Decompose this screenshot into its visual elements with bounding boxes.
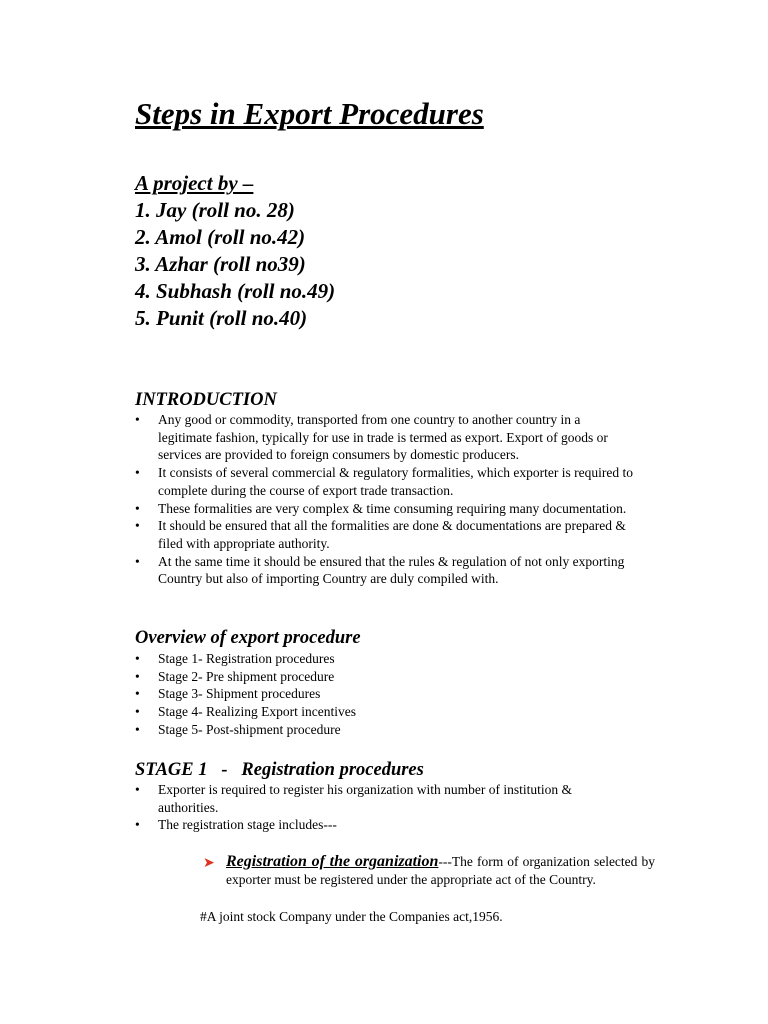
- registration-subitem-title: Registration of the organization: [226, 853, 439, 870]
- author-item: 3. Azhar (roll no39): [135, 252, 306, 276]
- stage1-heading: STAGE 1 - Registration procedures: [135, 760, 424, 780]
- registration-subitem: [203, 853, 655, 889]
- overview-item: • Stage 2- Pre shipment procedure: [135, 668, 635, 686]
- stage1-list: [135, 781, 635, 834]
- stage1-item: • The registration stage includes---: [135, 816, 635, 834]
- author-list: [135, 170, 335, 332]
- introduction-item: • These formalities are very complex & time consuming requiring many documentation.: [135, 500, 635, 518]
- author-item: 2. Amol (roll no.42): [135, 225, 306, 249]
- arrow-bullet-icon: ➤: [203, 855, 215, 871]
- company-note: #A joint stock Company under the Companies act,1956.: [200, 909, 503, 924]
- introduction-item: • It should be ensured that all the formalities are done & documentations are prepared & filed with appropriate authority.: [135, 517, 635, 552]
- introduction-list: [135, 411, 635, 588]
- introduction-item: • At the same time it should be ensured that the rules & regulation of not only exporting Country but also of importing Country are duly compiled with.: [135, 553, 635, 588]
- overview-item: • Stage 5- Post-shipment procedure: [135, 721, 635, 739]
- overview-list: [135, 650, 635, 739]
- author-item: 1. Jay (roll no. 28): [135, 198, 295, 222]
- overview-item: • Stage 3- Shipment procedures: [135, 685, 635, 703]
- registration-subitem-text: ---The form of organization selected by exporter must be registered under the appropriate act of the Country.: [226, 854, 656, 887]
- introduction-item: • Any good or commodity, transported from one country to another country in a legitimate fashion, typically for use in trade is termed as export. Export of goods or services are provided to foreign consumers by domestic producers.: [135, 411, 635, 464]
- overview-item: • Stage 1- Registration procedures: [135, 650, 635, 668]
- author-item: 4. Subhash (roll no.49): [135, 279, 336, 303]
- author-intro: A project by –: [135, 171, 254, 195]
- introduction-item: • It consists of several commercial & regulatory formalities, which exporter is required to complete during the course of export trade transaction.: [135, 464, 635, 499]
- stage1-item: • Exporter is required to register his organization with number of institution & authorities.: [135, 781, 635, 816]
- document-title: Steps in Export Procedures: [135, 96, 484, 131]
- overview-heading: Overview of export procedure: [135, 628, 361, 648]
- introduction-heading: INTRODUCTION: [135, 390, 277, 410]
- overview-item: • Stage 4- Realizing Export incentives: [135, 703, 635, 721]
- registration-sublist: [203, 853, 655, 889]
- author-item: 5. Punit (roll no.40): [135, 306, 308, 330]
